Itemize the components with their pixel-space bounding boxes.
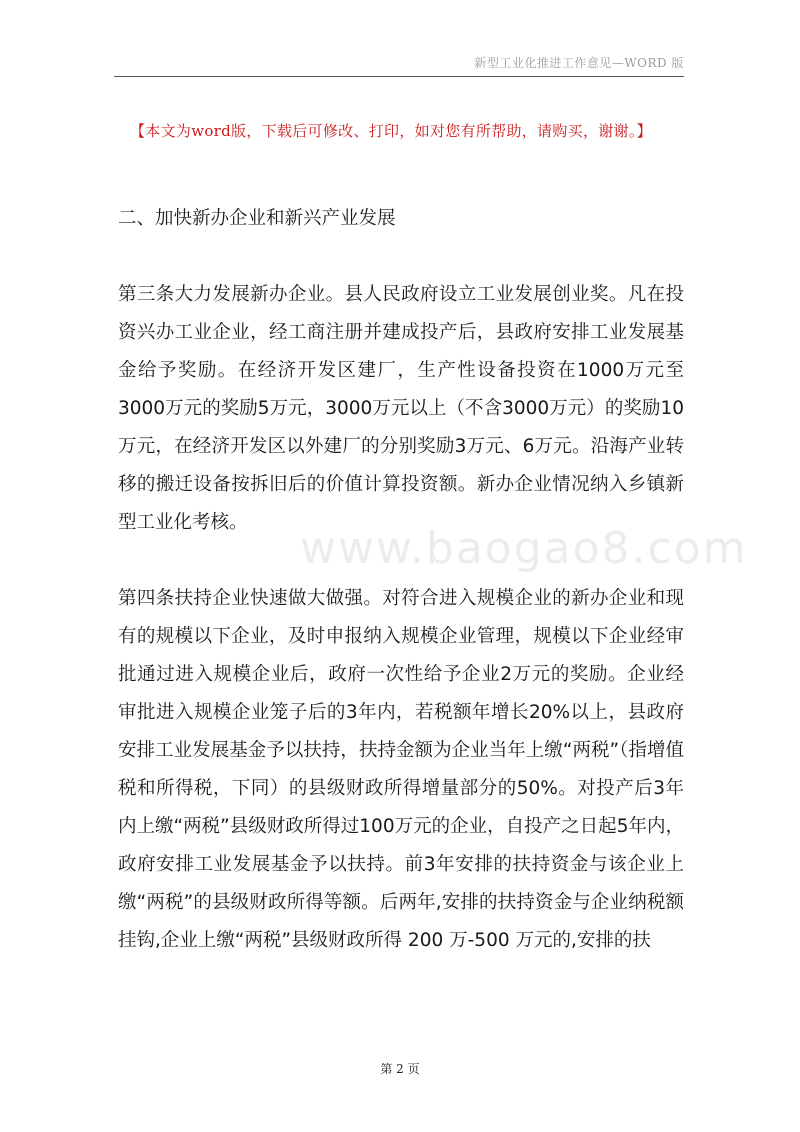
- section-heading: 二、加快新办企业和新兴产业发展: [118, 208, 396, 229]
- watermark: www.baogao8.com: [300, 523, 748, 574]
- document-body: [118, 200, 684, 998]
- header-divider: [114, 76, 684, 77]
- purchase-notice: 【本文为word版，下载后可修改、打印，如对您有所帮助，请购买，谢谢。】: [130, 122, 652, 140]
- paragraph-article-4: 第四条扶持企业快速做大做强。对符合进入规模企业的新办企业和现有的规模以下企业，及时申报纳入规模企业管理，规模以下企业经审批通过进入规模企业后，政府一次性给予企业2万元的奖励。企业经审批进入规模企业笼子后的3年内，若税额年增长20%以上，县政府安排工业发展基金予以扶持，扶持金额为企业当年上缴“两税”（指增值税和所得税，下同）的县级财政所得增量部分的50%。对投产后3年内上缴“两税”县级财政所得过100万元的企业，自投产之日起5年内，政府安排工业发展基金予以扶持。前3年安排的扶持资金与该企业上缴“两税”的县级财政所得等额。后两年,安排的扶持资金与企业纳税额挂钩,企业上缴“两税”县级财政所得 200 万-500 万元的,安排的扶: [118, 588, 684, 951]
- page-number: 第 2 页: [380, 1062, 420, 1076]
- paragraph-article-3: 第三条大力发展新办企业。县人民政府设立工业发展创业奖。凡在投资兴办工业企业，经工商注册并建成投产后，县政府安排工业发展基金给予奖励。在经济开发区建厂，生产性设备投资在1000万元至3000万元的奖励5万元，3000万元以上（不含3000万元）的奖励10万元，在经济开发区以外建厂的分别奖励3万元、6万元。沿海产业转移的搬迁设备按拆旧后的价值计算投资额。新办企业情况纳入乡镇新型工业化考核。: [118, 284, 684, 533]
- running-header: 新型工业化推进工作意见—WORD 版: [474, 56, 684, 70]
